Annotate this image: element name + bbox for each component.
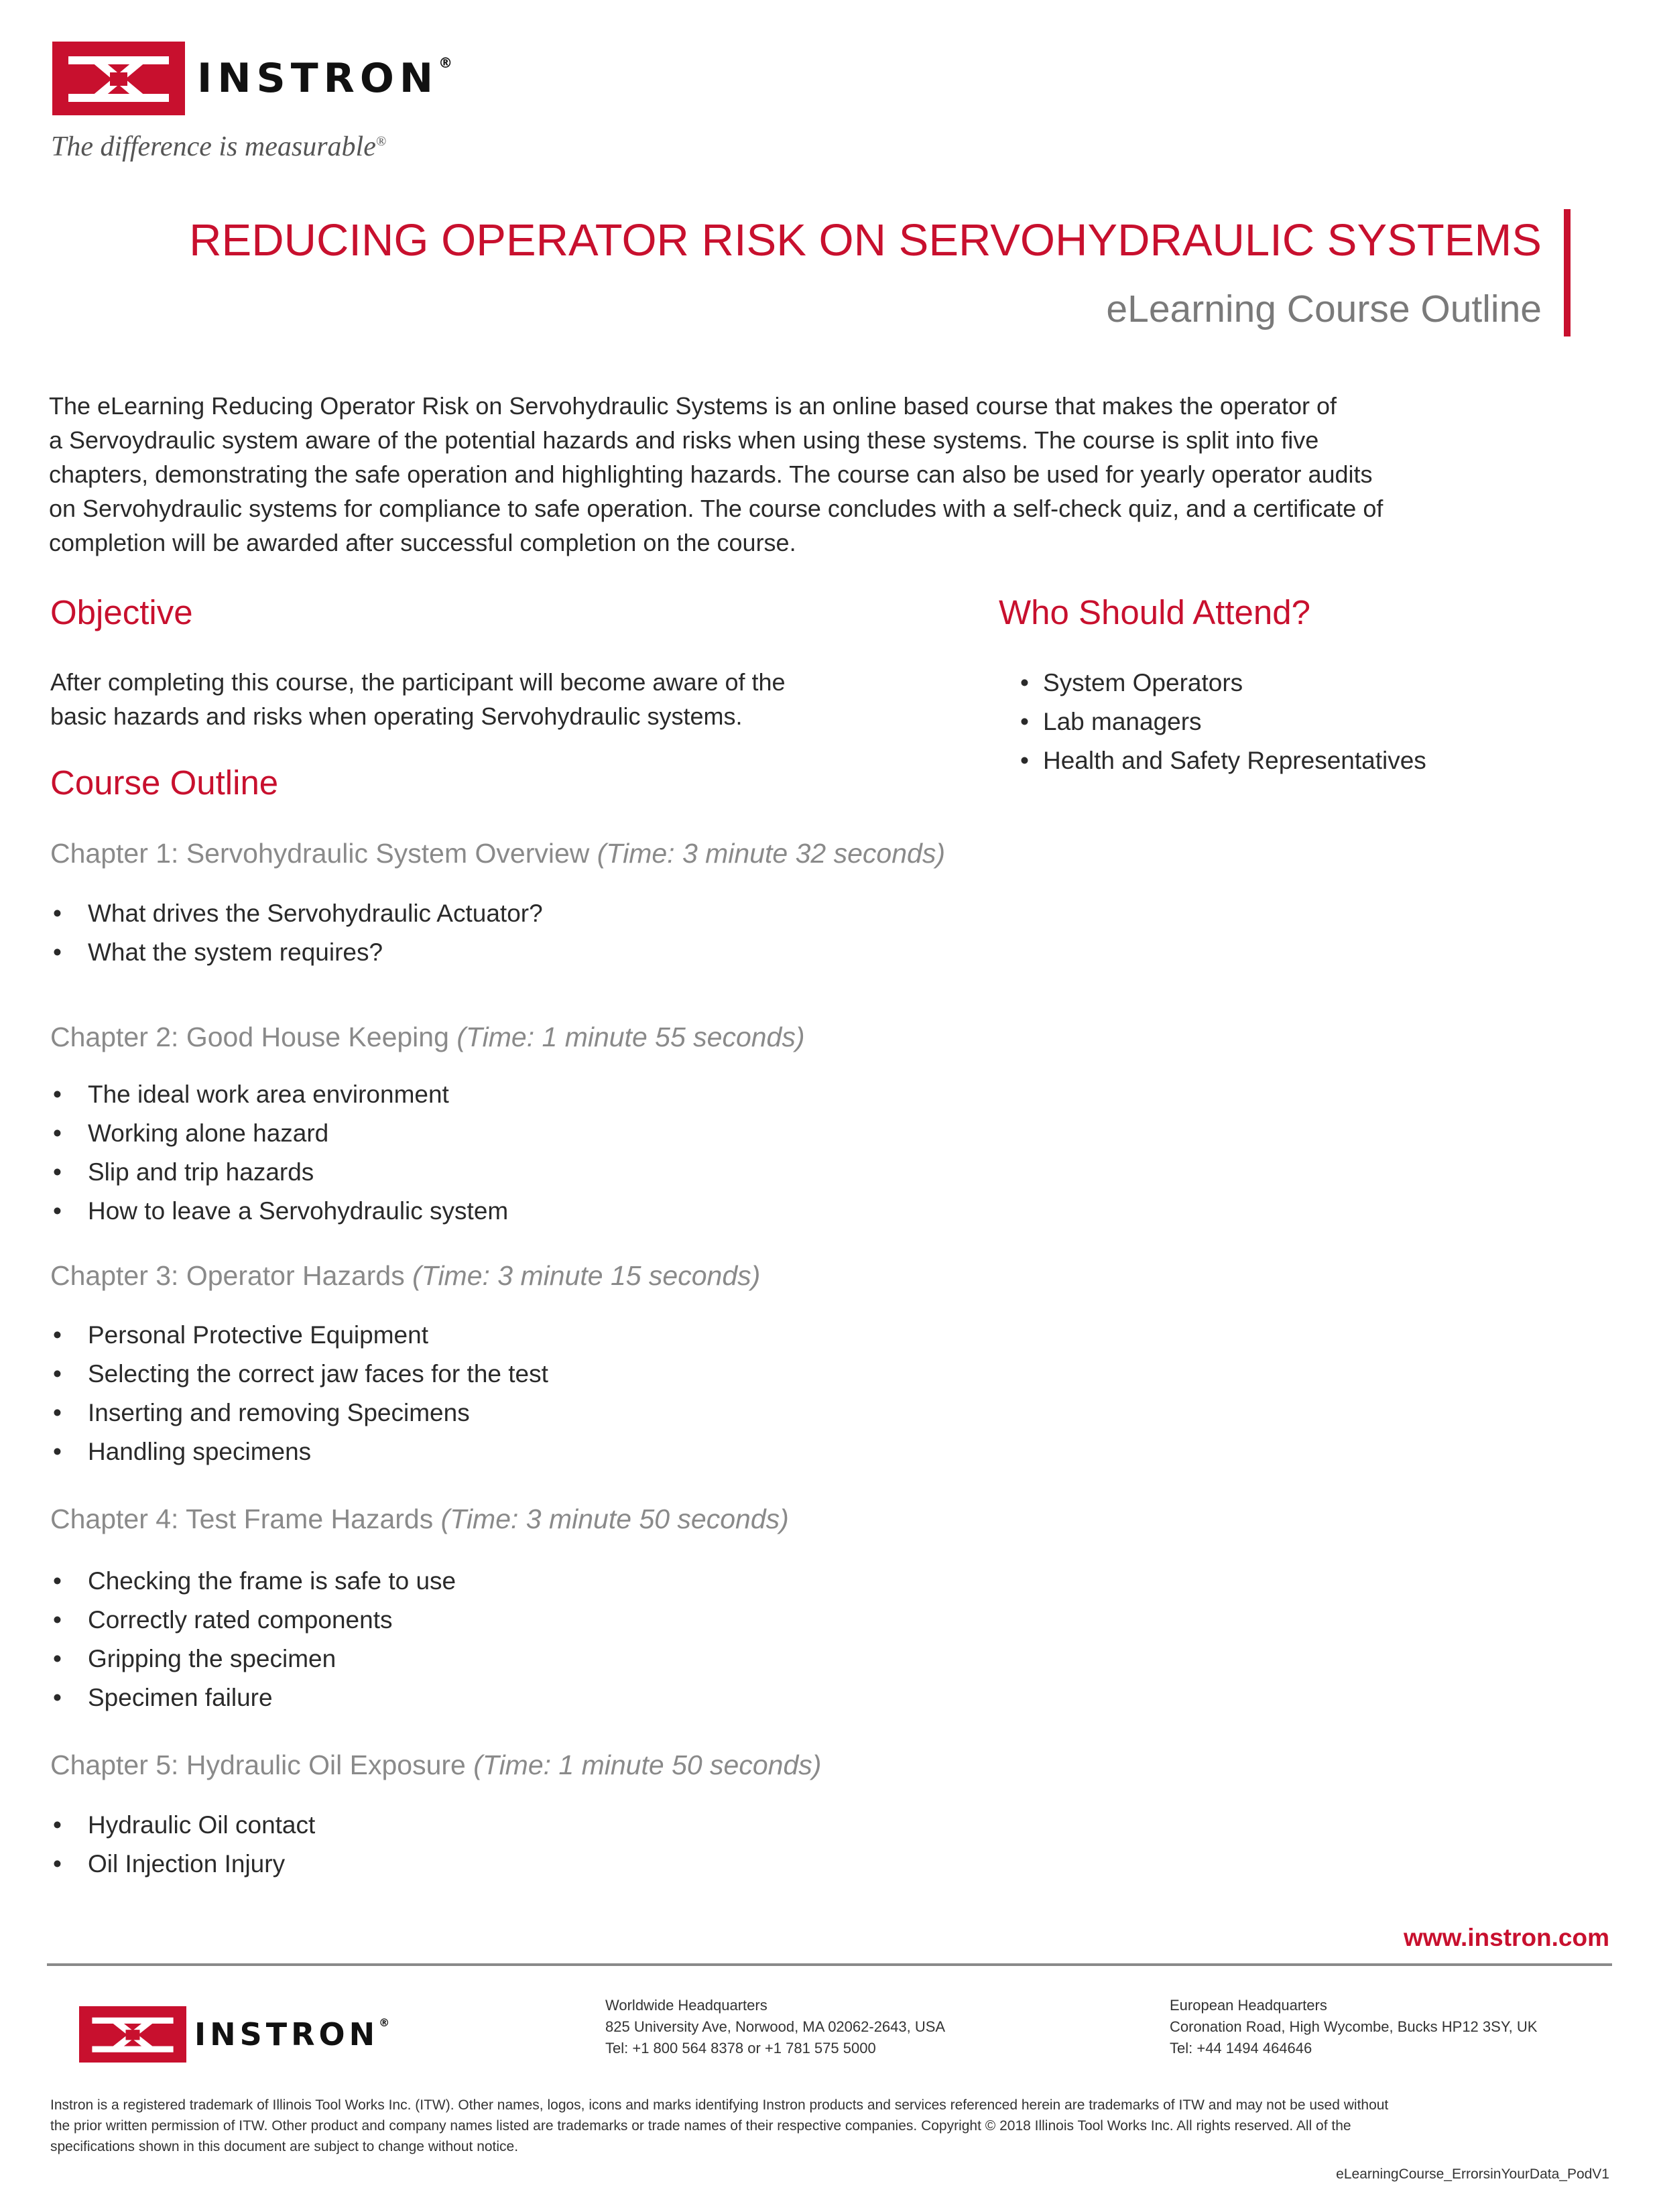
list-item: • Working alone hazard (53, 1119, 329, 1147)
header-logo[interactable] (52, 42, 452, 115)
objective-line: basic hazards and risks when operating Servohydraulic systems. (50, 702, 743, 730)
list-item: • System Operators (1020, 669, 1243, 696)
intro-line: chapters, demonstrating the safe operation and highlighting hazards. The course can also be used for yearly operator audits (49, 460, 1373, 488)
chapter-2-heading: Chapter 2: Good House Keeping (Time: 1 minute 55 seconds) (50, 1022, 805, 1052)
page-title: REDUCING OPERATOR RISK ON SERVOHYDRAULIC SYSTEMS (189, 215, 1542, 265)
list-item: • Slip and trip hazards (53, 1158, 314, 1186)
list-item: • The ideal work area environment (53, 1081, 449, 1108)
list-item: • Correctly rated components (53, 1606, 393, 1634)
page-subtitle: eLearning Course Outline (1106, 288, 1542, 330)
attend-heading: Who Should Attend? (999, 593, 1311, 631)
intro-paragraph (49, 389, 1611, 560)
logo-wordmark: INSTRON® (197, 55, 453, 102)
chapter-3-list (50, 1316, 548, 1471)
instron-logo-icon (79, 2006, 186, 2063)
legal-line: the prior written permission of ITW. Other product and company names listed are trademarks or trade names of their respective companies. Copyright © 2018 Illinois Tool Works Inc. All rights reserved. All of the (50, 2118, 1351, 2134)
list-item: • What drives the Servohydraulic Actuator? (53, 900, 543, 927)
legal-line: Instron is a registered trademark of Illinois Tool Works Inc. (ITW). Other names, logos, icons and marks identifying Instron products and services referenced herein are trademarks of ITW and may not be used without (50, 2097, 1389, 2113)
list-item: • Specimen failure (53, 1684, 273, 1711)
list-item: • Inserting and removing Specimens (53, 1399, 470, 1426)
hq-phone: Tel: +1 800 564 8378 or +1 781 575 5000 (605, 2040, 876, 2056)
list-item: • How to leave a Servohydraulic system (53, 1197, 509, 1225)
worldwide-hq (605, 1995, 945, 2059)
chapter-1-heading: Chapter 1: Servohydraulic System Overview (Time: 3 minute 32 seconds) (50, 838, 945, 869)
european-hq (1170, 1995, 1537, 2059)
legal-line: specifications shown in this document are subject to change without notice. (50, 2139, 519, 2154)
hq-label: European Headquarters (1170, 1997, 1327, 2014)
hq-address: 825 University Ave, Norwood, MA 02062-2643, USA (605, 2018, 946, 2035)
logo-wordmark: INSTRON® (194, 2016, 390, 2052)
objective-line: After completing this course, the participant will become aware of the (50, 668, 786, 696)
list-item: • Handling specimens (53, 1438, 312, 1465)
list-item: • Gripping the specimen (53, 1645, 336, 1672)
intro-line: on Servohydraulic systems for compliance to safe operation. The course concludes with a self-check quiz, and a certificate of (49, 495, 1384, 522)
hq-phone: Tel: +44 1494 464646 (1170, 2040, 1312, 2056)
list-item: • Personal Protective Equipment (53, 1321, 428, 1349)
objective-heading: Objective (50, 593, 193, 631)
list-item: • Health and Safety Representatives (1020, 747, 1426, 774)
instron-logo-icon (52, 42, 185, 115)
hq-address: Coronation Road, High Wycombe, Bucks HP12 3SY, UK (1170, 2018, 1538, 2035)
chapter-3-heading: Chapter 3: Operator Hazards (Time: 3 minute 15 seconds) (50, 1260, 761, 1291)
list-item: • Lab managers (1020, 708, 1202, 735)
tagline: The difference is measurable® (51, 131, 387, 162)
title-accent-bar (1564, 209, 1571, 336)
intro-line: a Servoydraulic system aware of the potential hazards and risks when using these systems. The course is split into five (49, 426, 1319, 454)
footer-logo[interactable] (79, 2006, 389, 2063)
chapter-5-heading: Chapter 5: Hydraulic Oil Exposure (Time: 1 minute 50 seconds) (50, 1749, 822, 1780)
list-item: • What the system requires? (53, 938, 383, 966)
legal-notice (50, 2095, 1612, 2157)
chapter-5-list (50, 1806, 315, 1884)
course-outline-heading: Course Outline (50, 763, 279, 802)
list-item: • Checking the frame is safe to use (53, 1567, 456, 1595)
attend-list (1020, 664, 1426, 780)
intro-line: completion will be awarded after successful completion on the course. (49, 529, 796, 556)
chapter-4-list (50, 1562, 456, 1717)
chapter-4-heading: Chapter 4: Test Frame Hazards (Time: 3 minute 50 seconds) (50, 1503, 789, 1534)
website-link[interactable]: www.instron.com (1404, 1924, 1609, 1951)
list-item: • Selecting the correct jaw faces for the test (53, 1360, 548, 1388)
hq-label: Worldwide Headquarters (605, 1997, 767, 2014)
document-code: eLearningCourse_ErrorsinYourData_PodV1 (1336, 2166, 1609, 2182)
footer-divider (47, 1963, 1612, 1966)
chapter-2-list (50, 1075, 508, 1231)
list-item: • Hydraulic Oil contact (53, 1811, 316, 1839)
list-item: • Oil Injection Injury (53, 1850, 286, 1878)
objective-text (50, 665, 922, 733)
chapter-1-list (50, 894, 543, 972)
intro-line: The eLearning Reducing Operator Risk on Servohydraulic Systems is an online based course that makes the operator of (49, 392, 1337, 420)
